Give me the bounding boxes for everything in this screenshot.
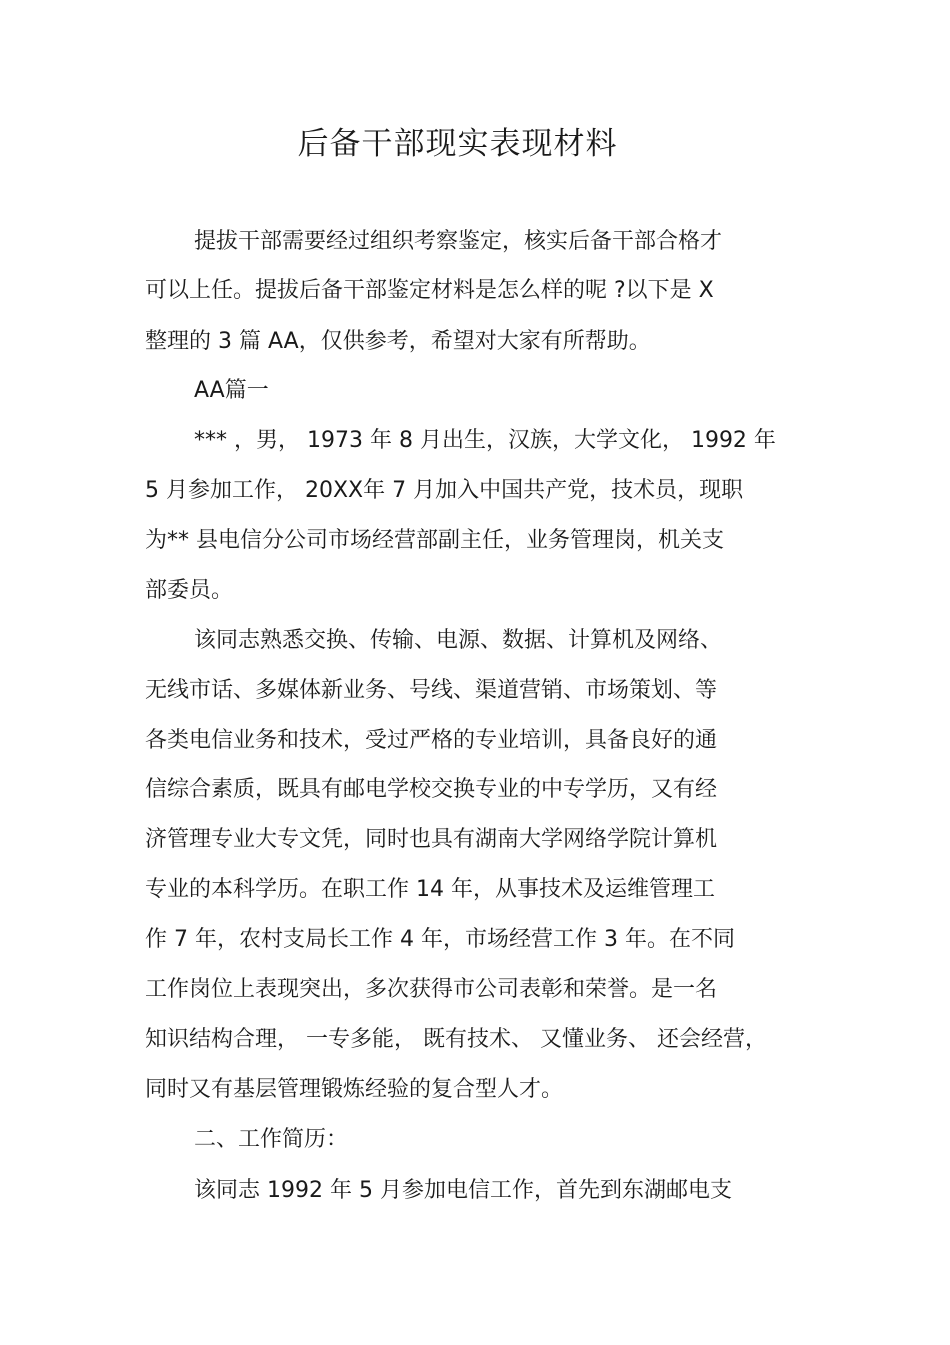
paragraph-line: 同时又有基层管理锻炼经验的复合型人才。 <box>145 1077 564 1102</box>
paragraph-line: 无线市话、多媒体新业务、号线、渠道营销、市场策划、等 <box>145 678 718 703</box>
paragraph-line: 整理的 3 篇 AA，仅供参考，希望对大家有所帮助。 <box>145 329 651 354</box>
paragraph-line: 专业的本科学历。在职工作 14 年，从事技术及运维管理工 <box>145 877 715 902</box>
paragraph-line: 该同志 1992 年 5 月参加电信工作，首先到东湖邮电支 <box>194 1178 732 1203</box>
paragraph-line: 作 7 年，农村支局长工作 4 年，市场经营工作 3 年。在不同 <box>145 927 735 952</box>
paragraph-line: 提拔干部需要经过组织考察鉴定，核实后备干部合格才 <box>194 229 723 254</box>
paragraph-line: 济管理专业大专文凭，同时也具有湖南大学网络学院计算机 <box>145 827 718 852</box>
paragraph-line: 为** 县电信分公司市场经营部副主任，业务管理岗，机关支 <box>145 528 724 553</box>
paragraph-line: 各类电信业务和技术，受过严格的专业培训，具备良好的通 <box>145 728 718 753</box>
document-title: 后备干部现实表现材料 <box>297 126 618 162</box>
paragraph-line: 5 月参加工作， 20XX年 7 月加入中国共产党，技术员，现职 <box>145 478 744 503</box>
paragraph-line: 信综合素质，既具有邮电学校交换专业的中专学历，又有经 <box>145 777 718 802</box>
section-heading: AA篇一 <box>194 378 269 403</box>
paragraph-line: *** ，男， 1973 年 8 月出生，汉族，大学文化， 1992 年 <box>194 428 776 453</box>
paragraph-line: 工作岗位上表现突出，多次获得市公司表彰和荣誉。是一名 <box>145 977 718 1002</box>
paragraph-line: 部委员。 <box>145 578 234 603</box>
paragraph-line: 该同志熟悉交换、传输、电源、数据、计算机及网络、 <box>194 628 723 653</box>
paragraph-line: 可以上任。提拔后备干部鉴定材料是怎么样的呢 ?以下是 X <box>145 278 714 303</box>
section-heading: 二、工作简历： <box>194 1127 349 1152</box>
paragraph-line: 知识结构合理， 一专多能， 既有技术、 又懂业务、 还会经营， <box>145 1027 767 1052</box>
